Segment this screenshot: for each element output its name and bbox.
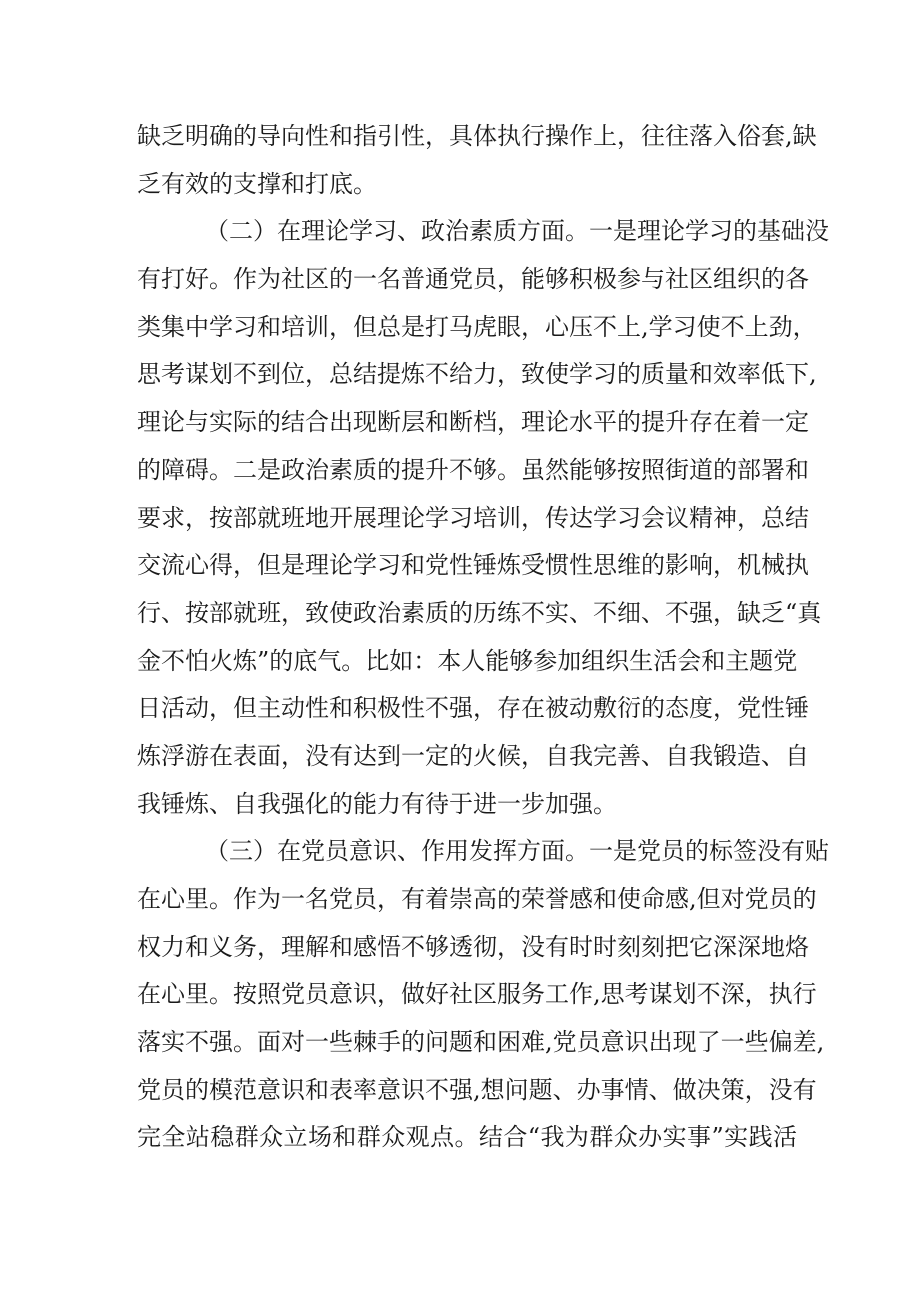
paragraph-2 [137,828,829,1162]
text-line: 有打好。作为社区的一名普通党员，能够积极参与社区组织的各 [137,265,809,294]
text-line: 思考谋划不到位，总结提炼不给力，致使学习的质量和效率低下, [137,360,817,389]
text-line: 理论与实际的结合出现断层和断档，理论水平的提升存在着一定 [137,408,809,437]
text-line: 落实不强。面对一些棘手的问题和困难,党员意识出现了一些偏差, [137,1028,825,1057]
text-line: 在心里。按照党员意识，做好社区服务工作,思考谋划不深，执行 [137,980,817,1009]
text-line: 行、按部就班，致使政治素质的历练不实、不细、不强，缺乏“真 [137,598,822,627]
text-line: 在心里。作为一名党员，有着崇高的荣誉感和使命感,但对党员的 [137,885,817,913]
text-line: 党员的模范意识和表率意识不强,想问题、办事情、做决策，没有 [137,1075,817,1104]
text-line: 的障碍。二是政治素质的提升不够。虽然能够按照街道的部署和 [137,455,809,484]
text-line: 炼浮游在表面，没有达到一定的火候，自我完善、自我锻造、自 [137,741,809,770]
text-line: 我锤炼、自我强化的能力有待于进一步加强。 [137,789,617,818]
text-line: 金不怕火炼”的底气。比如：本人能够参加组织生活会和主题党 [137,646,798,675]
text-line: 缺乏明确的导向性和指引性，具体执行操作上，往往落入俗套,缺 [137,122,817,150]
text-line: 交流心得，但是理论学习和党性锤炼受惯性思维的影响，机械执 [137,551,809,580]
body-text [137,113,829,1162]
text-line: （二）在理论学习、政治素质方面。一是理论学习的基础没 [205,217,829,246]
text-line: 日活动，但主动性和积极性不强，存在被动敷衍的态度，党性锤 [137,694,809,723]
text-line: 要求，按部就班地开展理论学习培训，传达学习会议精神，总结 [137,503,809,532]
text-line: 权力和义务，理解和感悟不够透彻，没有时时刻刻把它深深地烙 [137,932,809,961]
text-line: 完全站稳群众立场和群众观点。结合“我为群众办实事”实践活 [137,1123,797,1152]
text-line: （三）在党员意识、作用发挥方面。一是党员的标签没有贴 [205,837,829,866]
text-line: 乏有效的支撑和打底。 [137,169,377,198]
paragraph-1 [137,208,829,828]
paragraph-0 [137,113,817,208]
text-line: 类集中学习和培训，但总是打马虎眼，心压不上,学习使不上劲， [137,312,817,341]
